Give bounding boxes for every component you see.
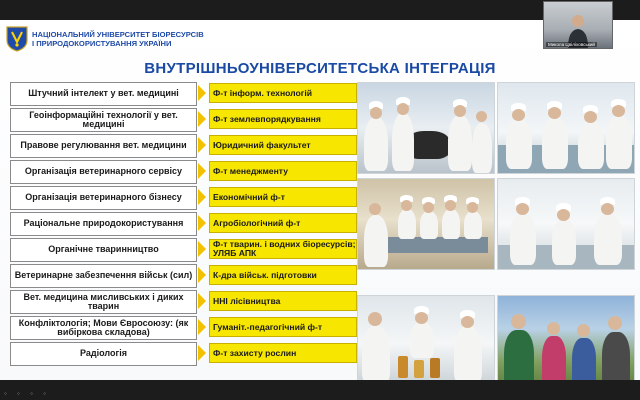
arrow-right-icon [198,215,206,231]
discipline-cell: Органічне тваринництво [10,238,197,262]
discipline-cell: Правове регулювання вет. медицини [10,134,197,158]
photo-lab-microscopes [497,82,635,174]
faculty-cell: К-дра військ. підготовки [209,265,357,285]
discipline-cell: Геоінформаційні технології у вет. медицині [10,108,197,132]
university-logo [6,23,206,55]
toolbar-icons: ◦ ◦ ◦ ◦ [4,389,51,398]
arrow-right-icon [198,345,206,361]
photo-chemistry-lab [357,295,495,380]
faculty-cell: Юридичний факультет [209,135,357,155]
faculty-cell: Гуманіт.-педагогічний ф-т [209,317,357,337]
university-name-line2: І ПРИРОДОКОРИСТУВАННЯ УКРАЇНИ [32,39,172,48]
arrow-right-icon [198,267,206,283]
integration-row [10,108,355,132]
integration-row [10,160,355,184]
faculty-cell: Ф-т тварин. і водних біоресурсів; УЛЯБ АПК [209,239,357,259]
participant-name: Микола Цвіліховський [548,42,596,47]
webcam-thumbnail[interactable] [543,1,613,49]
integration-row [10,186,355,210]
discipline-cell: Штучний інтелект у вет. медицині [10,82,197,106]
arrow-right-icon [198,293,206,309]
bottom-bar [0,380,640,400]
discipline-cell: Радіологія [10,342,197,366]
faculty-cell: Ф-т інформ. технологій [209,83,357,103]
integration-row [10,316,355,340]
discipline-cell: Вет. медицина мисливських і диких тварин [10,290,197,314]
arrow-right-icon [198,163,206,179]
photo-classroom [357,178,495,270]
university-name-line1: НАЦІОНАЛЬНИЙ УНІВЕРСИТЕТ БІОРЕСУРСІВ [32,30,204,39]
faculty-cell: Економічний ф-т [209,187,357,207]
faculty-cell: Ф-т менеджменту [209,161,357,181]
faculty-cell: Ф-т землевпорядкування [209,109,357,129]
arrow-right-icon [198,85,206,101]
integration-row [10,82,355,106]
arrow-right-icon [198,319,206,335]
faculty-cell: Ф-т захисту рослин [209,343,357,363]
integration-row [10,342,355,366]
integration-row [10,238,355,262]
slide-title: ВНУТРІШНЬОУНІВЕРСИТЕТСЬКА ІНТЕГРАЦІЯ [144,60,496,77]
presentation-slide [0,20,640,380]
arrow-right-icon [198,189,206,205]
integration-row [10,212,355,236]
discipline-cell: Організація ветеринарного сервісу [10,160,197,184]
photo-lab-experiment [497,178,635,270]
integration-row [10,290,355,314]
discipline-cell: Раціональне природокористування [10,212,197,236]
photo-lab-animal [357,82,495,174]
discipline-cell: Організація ветеринарного бізнесу [10,186,197,210]
arrow-right-icon [198,137,206,153]
discipline-cell: Конфліктологія; Мови Євросоюзу: (як вибіркова складова) [10,316,197,340]
integration-row [10,264,355,288]
arrow-right-icon [198,111,206,127]
photo-field-work [497,295,635,380]
faculty-cell: Агробіологічний ф-т [209,213,357,233]
integration-row [10,134,355,158]
faculty-cell: ННІ лісівництва [209,291,357,311]
university-emblem-icon [6,26,28,52]
arrow-right-icon [198,241,206,257]
discipline-cell: Ветеринарне забезпечення військ (сил) [10,264,197,288]
